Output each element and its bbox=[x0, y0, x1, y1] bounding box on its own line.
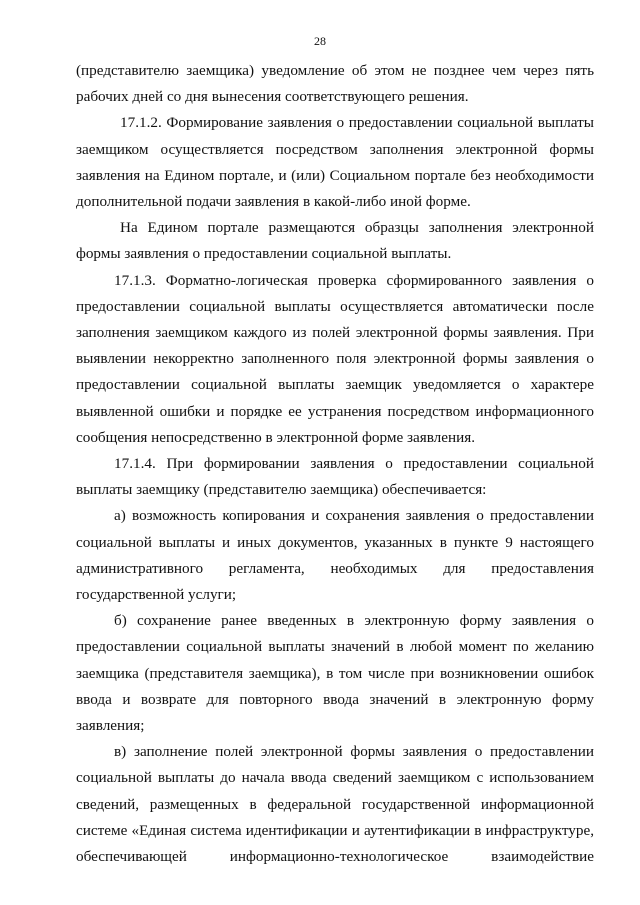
paragraph-17-1-2: 17.1.2. Формирование заявления о предоставлении социальной выплаты заемщиком осуществляется посредством заполнения электронной формы заявления на Едином портале, и (или) Социальном портале без необходимости дополнительной подачи заявления в какой-либо иной форме. bbox=[76, 114, 594, 211]
paragraph-continuation: (представителю заемщика) уведомление об этом не позднее чем через пять рабочих дней со дня вынесения соответствующего решения. bbox=[76, 62, 594, 106]
page-number: 28 bbox=[314, 34, 326, 48]
list-item-b: б) сохранение ранее введенных в электронную форму заявления о предоставлении социальной выплаты значений в любой момент по желанию заемщика (представителя заемщика), в том числе при возникновении ошибок ввода и возврате для повторного ввода значений в электронную форму заявления; bbox=[76, 612, 594, 735]
paragraph-17-1-3: 17.1.3. Форматно-логическая проверка сформированного заявления о предоставлении социальной выплаты осуществляется автоматически после заполнения заемщиком каждого из полей электронной формы заявления. При выявлении некорректно заполненного поля электронной формы заявления о предоставлении социальной выплаты заемщик уведомляется о характере выявленной ошибки и порядке ее устранения посредством информационного сообщения непосредственно в электронной форме заявления. bbox=[76, 271, 594, 446]
paragraph-17-1-4: 17.1.4. При формировании заявления о предоставлении социальной выплаты заемщику (представителю заемщика) обеспечивается: bbox=[76, 455, 594, 499]
body-text bbox=[76, 58, 594, 870]
list-item-v: в) заполнение полей электронной формы заявления о предоставлении социальной выплаты до начала ввода сведений заемщиком с использованием сведений, размещенных в федеральной государственной информационной системе «Единая система идентификации и аутентификации в инфраструктуре, обеспечивающей информационно-технологическое взаимодействие bbox=[76, 743, 594, 866]
paragraph-samples: На Едином портале размещаются образцы заполнения электронной формы заявления о предоставлении социальной выплаты. bbox=[76, 219, 594, 263]
list-item-a: а) возможность копирования и сохранения заявления о предоставлении социальной выплаты и иных документов, указанных в пункте 9 настоящего административного регламента, необходимых для предоставления государственной услуги; bbox=[76, 507, 594, 604]
